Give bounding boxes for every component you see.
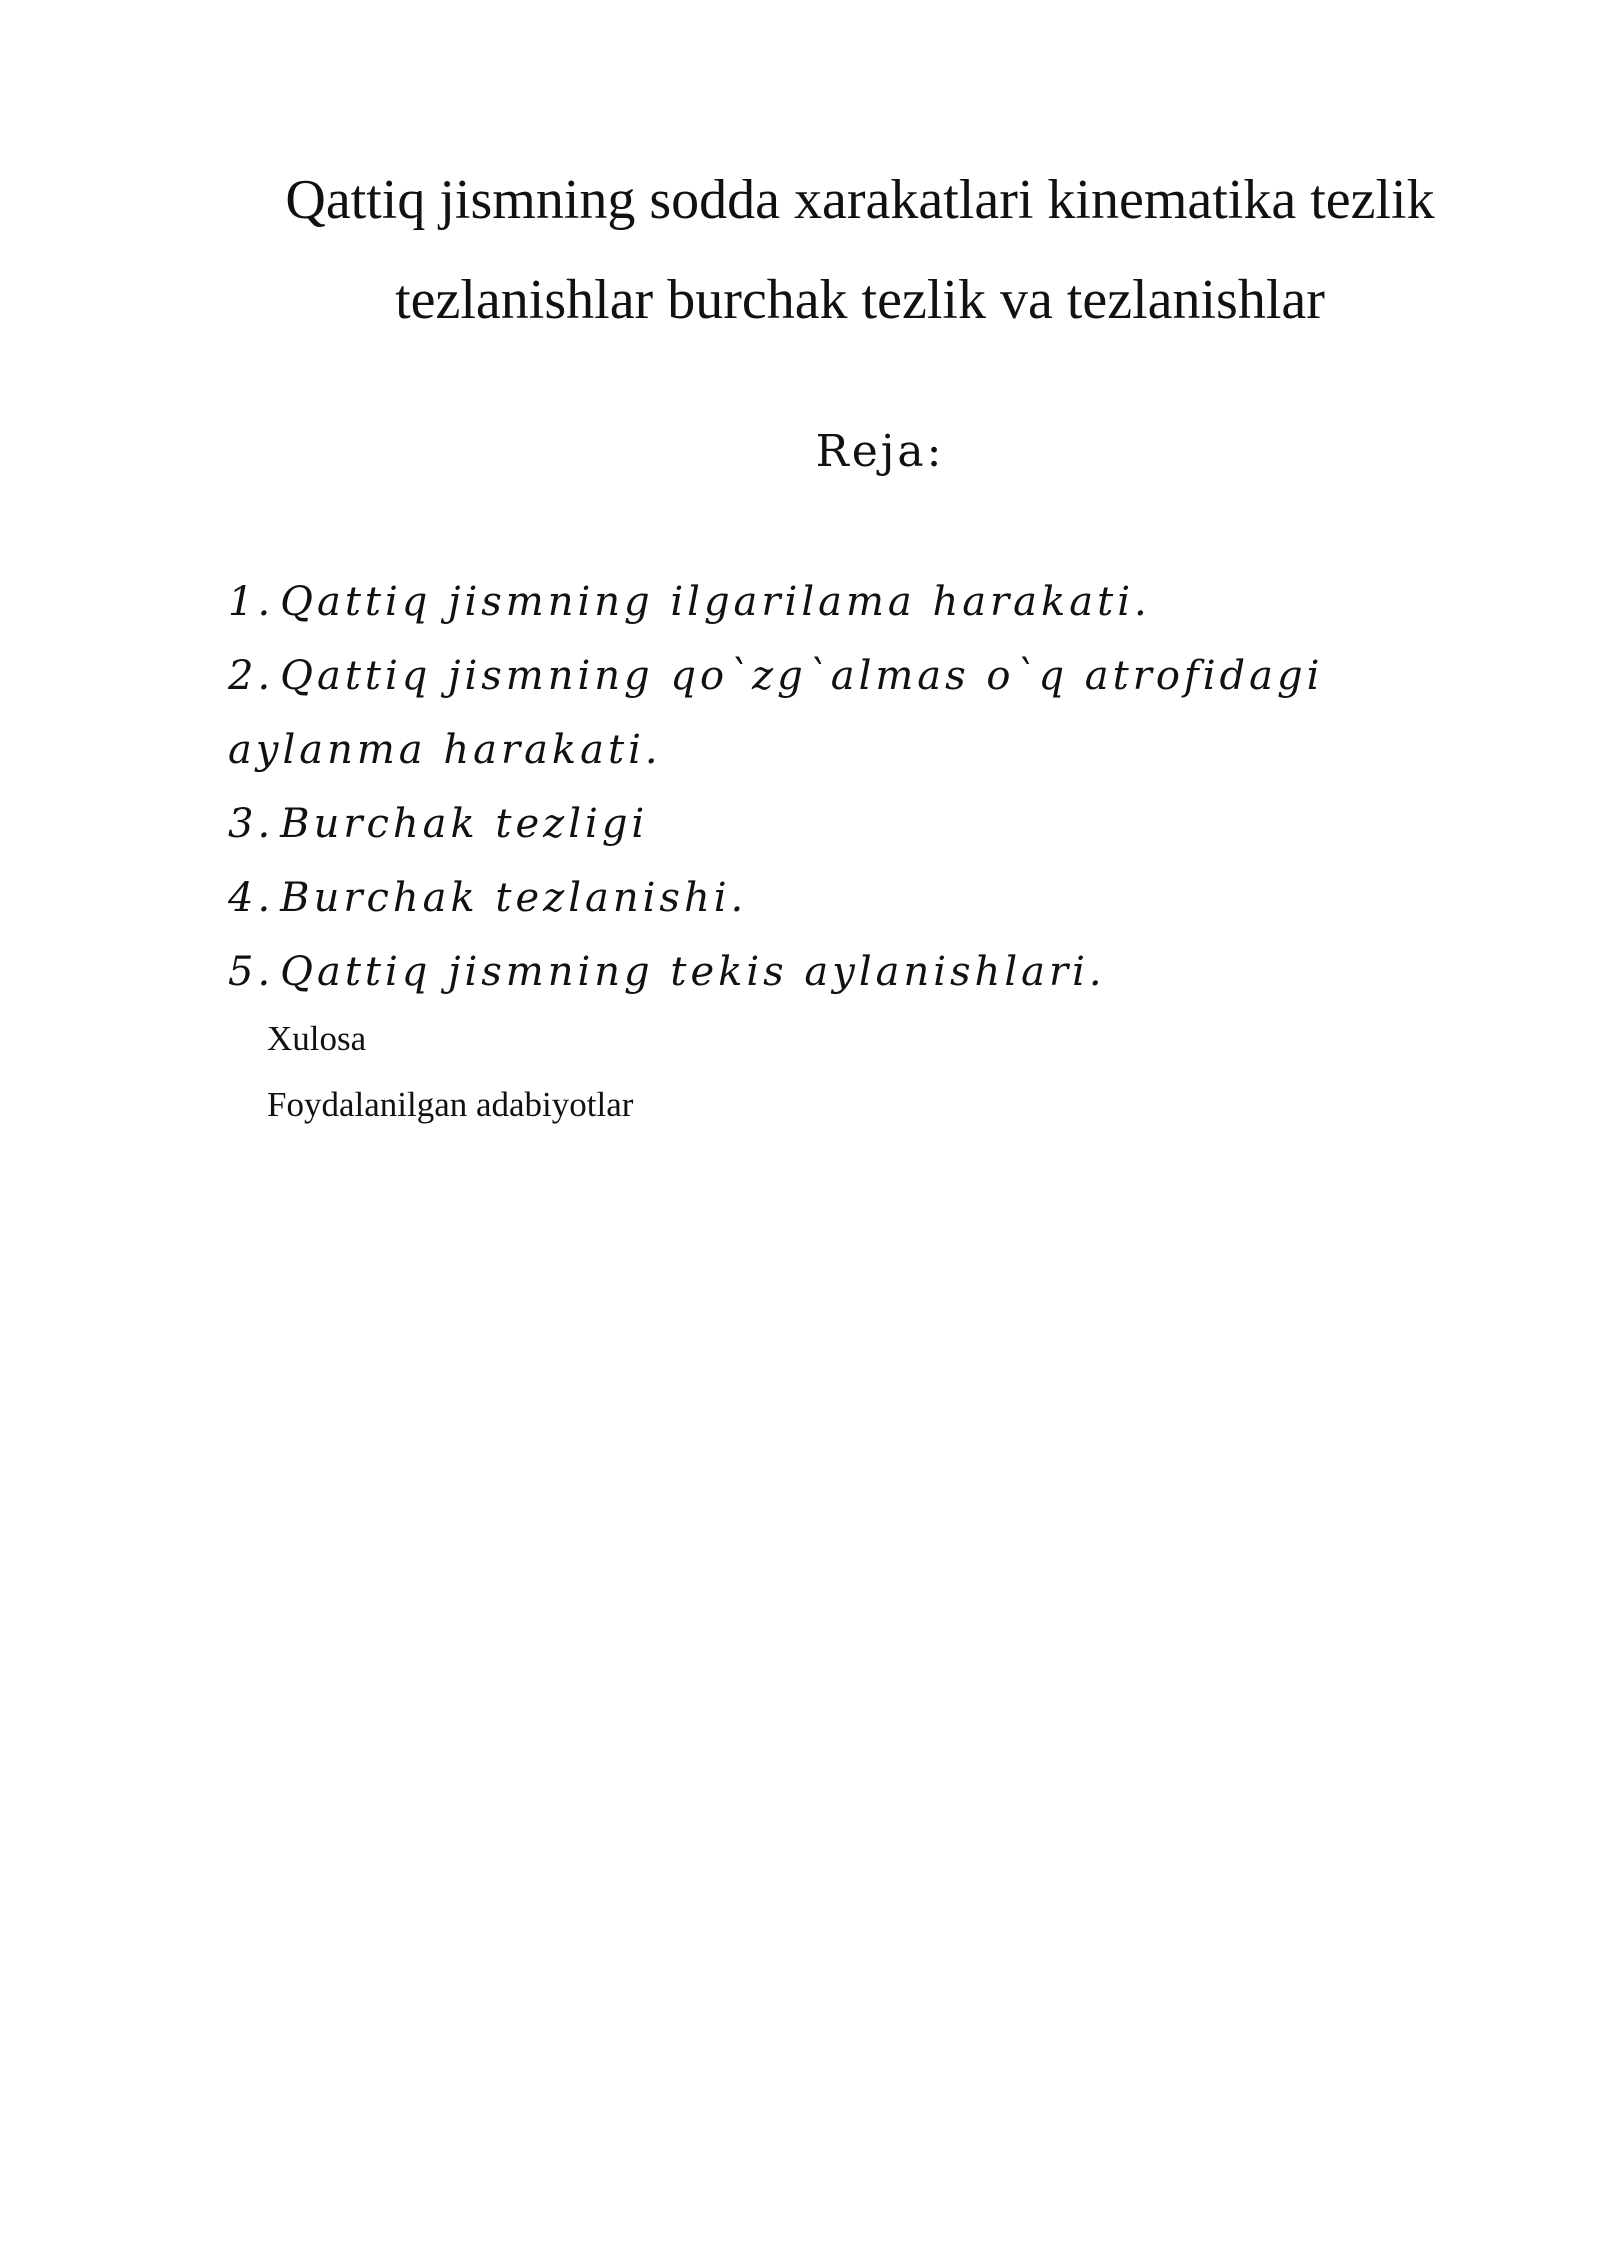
references-line: Foydalanilgan adabiyotlar bbox=[267, 1085, 634, 1124]
conclusion-line: Xulosa bbox=[267, 1019, 367, 1058]
title-line-1: Qattiq jismning sodda xarakatlari kinematika tezlik bbox=[285, 169, 1435, 231]
plan-item-number: 5. bbox=[228, 949, 275, 995]
plan-item-1 bbox=[228, 565, 1378, 639]
plan-item-text: Burchak tezlanishi. bbox=[280, 875, 748, 921]
document-title bbox=[230, 150, 1490, 350]
plan-item-text: Qattiq jismning qo`zg`almas o`q atrofidagi aylanma harakati. bbox=[228, 653, 1324, 773]
plan-item-number: 3. bbox=[228, 801, 275, 847]
plan-item-3 bbox=[228, 787, 1378, 861]
plan-item-5 bbox=[228, 935, 1378, 1009]
plan-item-number: 4. bbox=[228, 875, 275, 921]
plan-heading: Reja: bbox=[815, 426, 945, 477]
plan-item-text: Burchak tezligi bbox=[280, 801, 649, 847]
plan-item-number: 1. bbox=[228, 579, 275, 625]
plan-item-2 bbox=[228, 639, 1378, 787]
plan-item-text: Qattiq jismning ilgarilama harakati. bbox=[280, 579, 1151, 625]
plan-item-text: Qattiq jismning tekis aylanishlari. bbox=[280, 949, 1106, 995]
plan-item-number: 2. bbox=[228, 653, 275, 699]
title-line-2: tezlanishlar burchak tezlik va tezlanishlar bbox=[395, 269, 1325, 331]
plan-item-4 bbox=[228, 861, 1378, 935]
plan-list bbox=[228, 565, 1378, 1009]
